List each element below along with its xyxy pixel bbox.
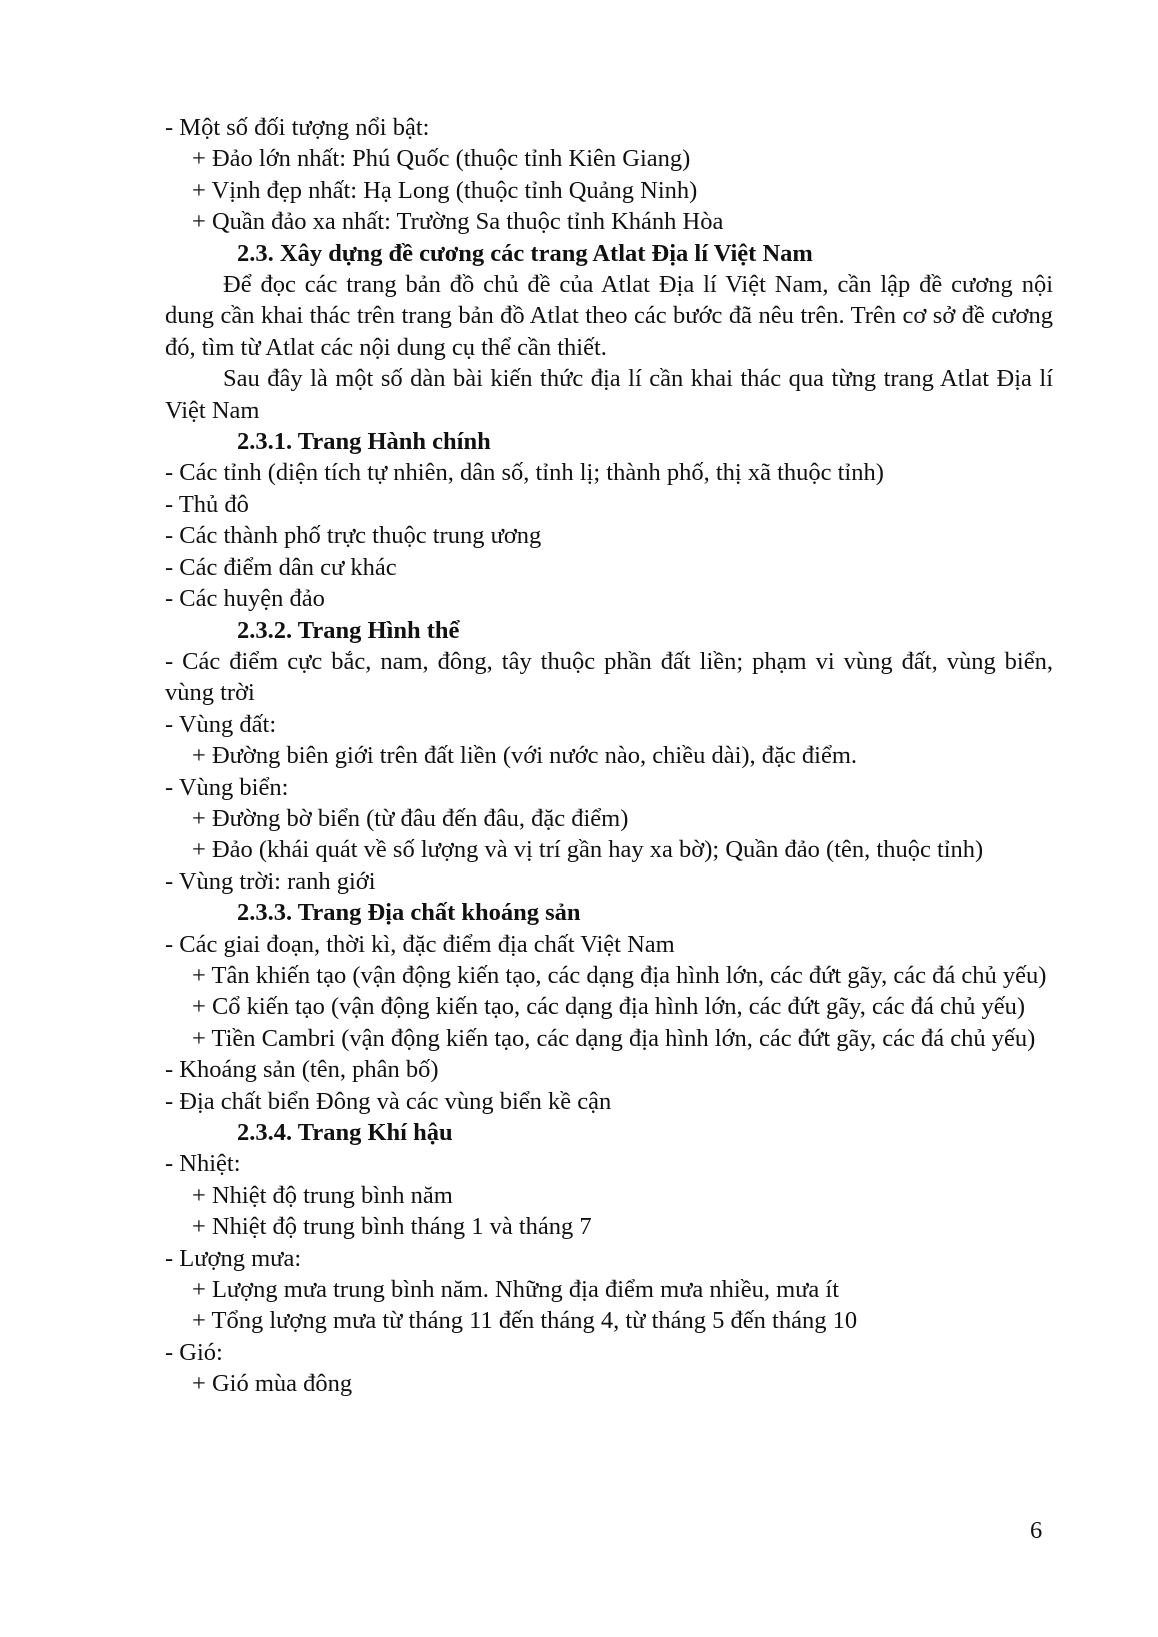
list-item: + Vịnh đẹp nhất: Hạ Long (thuộc tỉnh Quảng Ninh) xyxy=(192,176,698,204)
section-heading-2-3-2: 2.3.2. Trang Hình thể xyxy=(237,616,460,644)
list-item: + Tân khiến tạo (vận động kiến tạo, các dạng địa hình lớn, các đứt gãy, các đá chủ yếu) xyxy=(192,961,1047,989)
section-heading-2-3-1: 2.3.1. Trang Hành chính xyxy=(237,428,491,456)
section-heading-2-3-3: 2.3.3. Trang Địa chất khoáng sản xyxy=(237,899,581,927)
list-item: - Thủ đô xyxy=(165,490,249,518)
paragraph: Sau đây là một số dàn bài kiến thức địa lí cần khai thác qua từng trang Atlat Địa lí Việt Nam xyxy=(165,365,1053,424)
list-item: - Địa chất biển Đông và các vùng biển kề cận xyxy=(165,1087,612,1115)
list-item: - Các tỉnh (diện tích tự nhiên, dân số, tỉnh lị; thành phố, thị xã thuộc tỉnh) xyxy=(165,459,884,487)
list-label: - Lượng mưa: xyxy=(165,1244,302,1272)
list-item: + Nhiệt độ trung bình năm xyxy=(192,1181,453,1209)
list-item: + Đảo (khái quát về số lượng và vị trí gần hay xa bờ); Quần đảo (tên, thuộc tỉnh) xyxy=(192,836,984,864)
list-item: + Lượng mưa trung bình năm. Những địa điểm mưa nhiều, mưa ít xyxy=(192,1276,840,1304)
list-item: + Tổng lượng mưa từ tháng 11 đến tháng 4, từ tháng 5 đến tháng 10 xyxy=(192,1307,858,1335)
document-page xyxy=(165,112,1053,1400)
section-heading-2-3: 2.3. Xây dựng đề cương các trang Atlat Địa lí Việt Nam xyxy=(237,239,813,267)
list-item: + Nhiệt độ trung bình tháng 1 và tháng 7 xyxy=(192,1213,592,1241)
list-item: - Các giai đoạn, thời kì, đặc điểm địa chất Việt Nam xyxy=(165,930,675,958)
list-item: + Gió mùa đông xyxy=(192,1370,353,1398)
list-label: - Vùng biển: xyxy=(165,773,289,801)
list-item: - Khoáng sản (tên, phân bố) xyxy=(165,1056,439,1084)
list-item: - Vùng trời: ranh giới xyxy=(165,867,376,895)
notable-objects-label: - Một số đối tượng nổi bật: xyxy=(165,114,430,141)
list-item: + Đường bờ biển (từ đâu đến đâu, đặc điểm) xyxy=(192,804,629,832)
list-label: - Gió: xyxy=(165,1338,223,1366)
list-item: + Tiền Cambri (vận động kiến tạo, các dạng địa hình lớn, các đứt gãy, các đá chủ yếu) xyxy=(192,1024,1036,1052)
list-item: - Các huyện đảo xyxy=(165,585,325,613)
section-heading-2-3-4: 2.3.4. Trang Khí hậu xyxy=(237,1119,453,1146)
list-item: + Đảo lớn nhất: Phú Quốc (thuộc tỉnh Kiên Giang) xyxy=(192,145,691,173)
list-label: - Vùng đất: xyxy=(165,710,277,738)
page-number: 6 xyxy=(1030,1517,1043,1544)
list-item: + Quần đảo xa nhất: Trường Sa thuộc tỉnh Khánh Hòa xyxy=(192,208,724,236)
list-item: + Đường biên giới trên đất liền (với nước nào, chiều dài), đặc điểm. xyxy=(192,742,858,770)
list-item: - Các điểm cực bắc, nam, đông, tây thuộc phần đất liền; phạm vi vùng đất, vùng biển, vùng trời xyxy=(165,647,1053,707)
list-item: + Cổ kiến tạo (vận động kiến tạo, các dạng địa hình lớn, các đứt gãy, các đá chủ yếu) xyxy=(192,993,1026,1021)
list-item: - Các điểm dân cư khác xyxy=(165,553,397,581)
list-label: - Nhiệt: xyxy=(165,1150,241,1178)
list-item: - Các thành phố trực thuộc trung ương xyxy=(165,522,542,550)
paragraph: Để đọc các trang bản đồ chủ đề của Atlat Địa lí Việt Nam, cần lập đề cương nội dung cần khai thác trên trang bản đồ Atlat theo các bước đã nêu trên. Trên cơ sở đề cương đó, tìm từ Atlat các nội dung cụ thể cần thiết. xyxy=(165,271,1053,361)
